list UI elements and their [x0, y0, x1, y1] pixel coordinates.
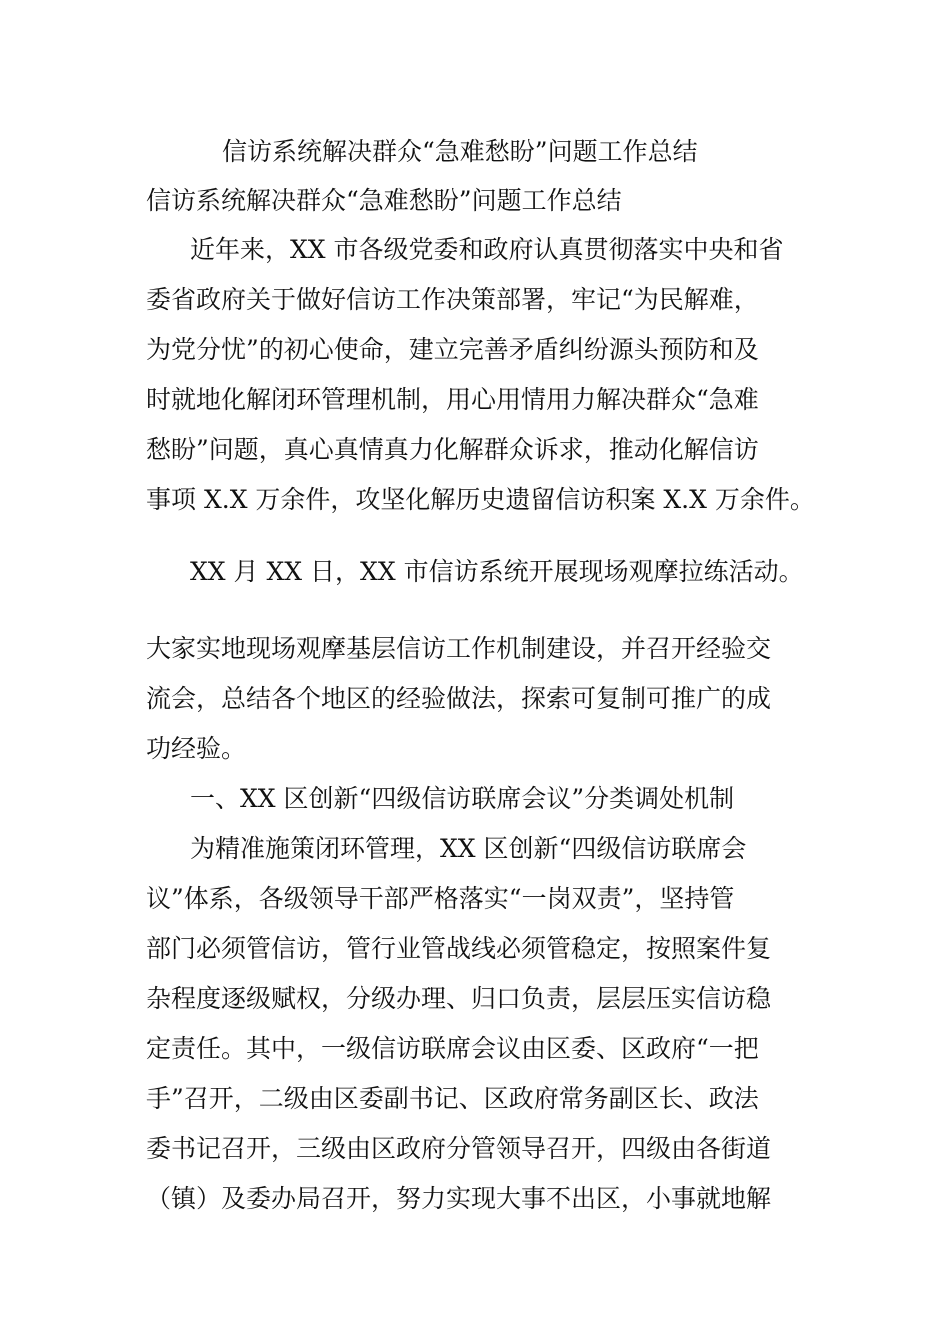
paragraph-3-line: 手”召开，二级由区委副书记、区政府常务副区长、政法	[146, 1084, 759, 1113]
paragraph-2-line: 功经验。	[146, 734, 247, 763]
paragraph-1-line: 时就地化解闭环管理机制，用心用情用力解决群众“急难	[146, 385, 759, 414]
paragraph-3-line: 杂程度逐级赋权，分级办理、归口负责，层层压实信访稳	[146, 984, 772, 1013]
paragraph-3-line: 部门必须管信访，管行业管战线必须管稳定，按照案件复	[146, 934, 772, 963]
section-heading: 一、XX 区创新“四级信访联席会议”分类调处机制	[190, 784, 735, 813]
paragraph-1-line: 近年来，XX 市各级党委和政府认真贯彻落实中央和省	[190, 235, 784, 264]
paragraph-2-line: 大家实地现场观摩基层信访工作机制建设，并召开经验交	[146, 634, 772, 663]
paragraph-3-line: 定责任。其中，一级信访联席会议由区委、区政府“一把	[146, 1034, 759, 1063]
paragraph-2-line: XX 月 XX 日，XX 市信访系统开展现场观摩拉练活动。	[190, 557, 804, 586]
paragraph-1-line: 愁盼”问题，真心真情真力化解群众诉求，推动化解信访	[146, 435, 759, 464]
paragraph-3-line: 委书记召开，三级由区政府分管领导召开，四级由各街道	[146, 1134, 772, 1163]
paragraph-3-line: （镇）及委办局召开，努力实现大事不出区，小事就地解	[146, 1184, 772, 1213]
paragraph-1-line: 委省政府关于做好信访工作决策部署，牢记“为民解难，	[146, 285, 759, 314]
paragraph-1-line: 事项 X.X 万余件，攻坚化解历史遗留信访积案 X.X 万余件。	[146, 485, 815, 514]
paragraph-2-line: 流会，总结各个地区的经验做法，探索可复制可推广的成	[146, 684, 772, 713]
paragraph-1-line: 为党分忧”的初心使命，建立完善矛盾纠纷源头预防和及	[146, 335, 759, 364]
document-title: 信访系统解决群众“急难愁盼”问题工作总结	[222, 137, 698, 166]
document-subtitle: 信访系统解决群众“急难愁盼”问题工作总结	[146, 186, 622, 215]
paragraph-3-line: 议”体系，各级领导干部严格落实“一岗双责”，坚持管	[146, 884, 735, 913]
paragraph-3-line: 为精准施策闭环管理，XX 区创新“四级信访联席会	[190, 834, 747, 863]
